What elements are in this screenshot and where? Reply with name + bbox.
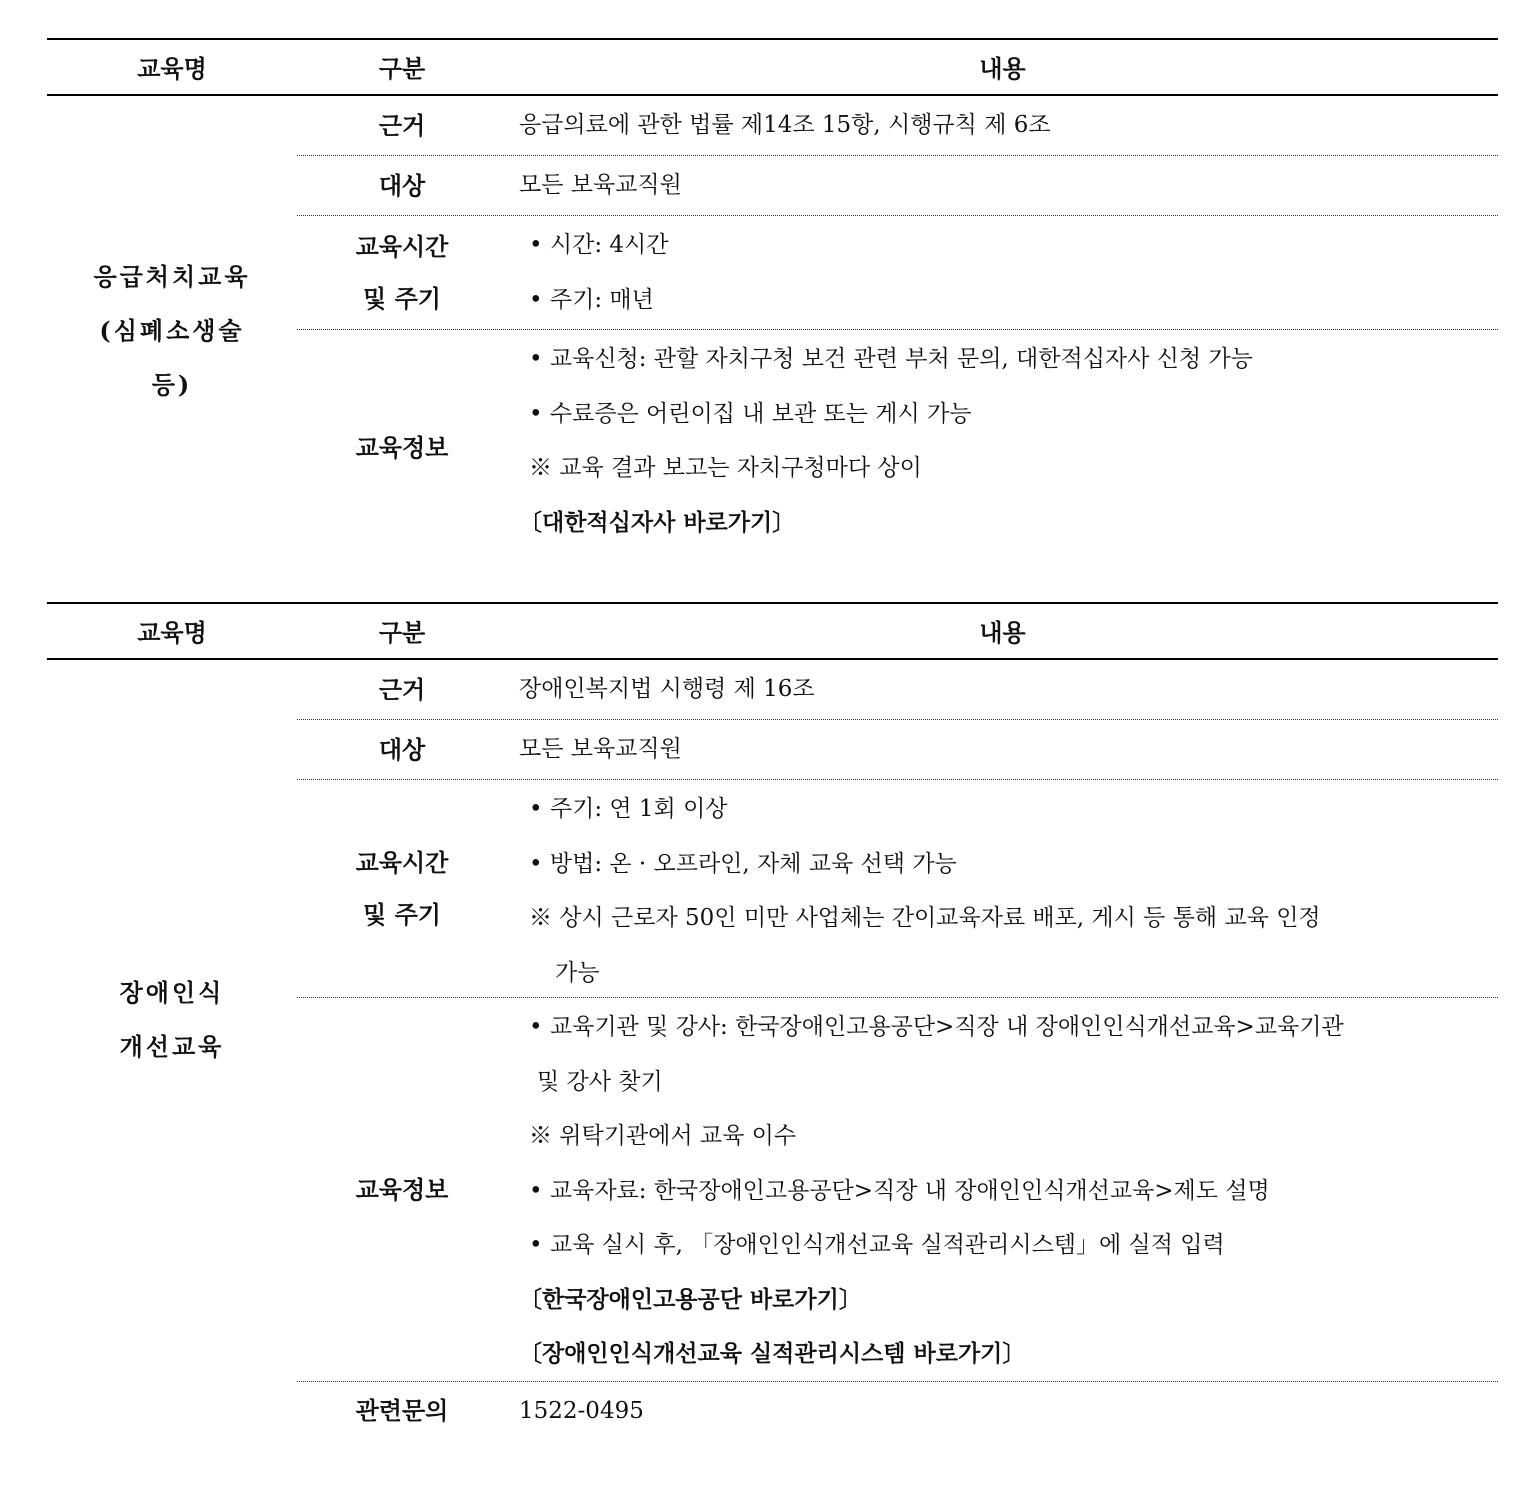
basis-value: 장애인복지법 시행령 제 16조 — [519, 676, 815, 702]
education-name-cell — [47, 96, 297, 566]
basis-label: 근거 — [378, 110, 426, 140]
time-line: • 주기: 연 1회 이상 — [529, 796, 728, 822]
header-category: 구분 — [378, 54, 426, 83]
info-line: 및 강사 찾기 — [537, 1068, 663, 1095]
header-category: 구분 — [378, 618, 426, 647]
info-row — [297, 330, 1498, 566]
target-row — [297, 720, 1498, 780]
time-line: ※ 상시 근로자 50인 미만 사업체는 간이교육자료 배포, 게시 등 통해 교육 인정 — [529, 905, 1321, 931]
time-line: • 방법: 온 · 오프라인, 자체 교육 선택 가능 — [529, 850, 957, 877]
target-label: 대상 — [378, 734, 426, 764]
header-education-name: 교육명 — [137, 54, 207, 83]
employment-agency-link[interactable]: 〔한국장애인고용공단 바로가기〕 — [519, 1285, 862, 1313]
performance-system-link[interactable]: 〔장애인인식개선교육 실적관리시스템 바로가기〕 — [519, 1340, 1026, 1367]
time-label-line: 교육시간 — [355, 231, 449, 261]
header-content: 내용 — [979, 54, 1026, 83]
time-label-line: 및 주기 — [363, 899, 441, 929]
education-name-line: 등) — [151, 370, 193, 399]
time-line: 가능 — [555, 959, 600, 986]
time-label-line: 교육시간 — [355, 847, 449, 877]
info-label: 교육정보 — [355, 1174, 449, 1204]
time-cycle-label — [297, 780, 507, 997]
red-cross-link[interactable]: 〔대한적십자사 바로가기〕 — [519, 508, 796, 536]
target-row — [297, 156, 1498, 216]
header-education-name: 교육명 — [137, 618, 207, 647]
basis-row — [297, 660, 1498, 720]
time-cycle-label — [297, 216, 507, 329]
education-name-line: 응급처치교육 — [93, 262, 251, 291]
education-name-line: (심폐소생술 — [99, 316, 245, 345]
info-row — [297, 998, 1498, 1382]
target-label: 대상 — [378, 170, 426, 200]
contact-row — [297, 1382, 1498, 1440]
info-label: 교육정보 — [355, 433, 449, 462]
time-line: • 시간: 4시간 — [529, 232, 669, 258]
time-label-line: 및 주기 — [363, 283, 441, 313]
basis-value: 응급의료에 관한 법률 제14조 15항, 시행규칙 제 6조 — [519, 112, 1051, 138]
basis-label: 근거 — [378, 674, 426, 704]
target-value: 모든 보육교직원 — [519, 736, 682, 762]
education-name-line: 장애인식 — [119, 978, 225, 1007]
table-header — [47, 38, 1498, 96]
time-cycle-row — [297, 780, 1498, 998]
time-line: • 주기: 매년 — [529, 286, 654, 313]
education-name-line: 개선교육 — [119, 1032, 225, 1061]
first-aid-education-table — [47, 38, 1498, 536]
education-name-cell — [47, 660, 297, 1380]
target-value: 모든 보육교직원 — [519, 172, 682, 198]
table-header — [47, 602, 1498, 660]
info-line: • 수료증은 어린이집 내 보관 또는 게시 가능 — [529, 400, 972, 427]
contact-phone: 1522-0495 — [519, 1398, 644, 1424]
info-line: ※ 위탁기관에서 교육 이수 — [529, 1123, 797, 1149]
info-line: • 교육자료: 한국장애인고용공단>직장 내 장애인인식개선교육>제도 설명 — [529, 1177, 1270, 1204]
info-line: • 교육신청: 관할 자치구청 보건 관련 부처 문의, 대한적십자사 신청 가능 — [529, 346, 1253, 372]
info-line: • 교육기관 및 강사: 한국장애인고용공단>직장 내 장애인인식개선교육>교육기관 — [529, 1014, 1344, 1040]
contact-label: 관련문의 — [355, 1396, 449, 1425]
info-line: ※ 교육 결과 보고는 자치구청마다 상이 — [529, 455, 922, 481]
info-line: • 교육 실시 후, 「장애인인식개선교육 실적관리시스템」에 실적 입력 — [529, 1232, 1225, 1258]
disability-awareness-education-table — [47, 602, 1498, 1425]
basis-row — [297, 96, 1498, 156]
time-cycle-row — [297, 216, 1498, 330]
header-content: 내용 — [979, 618, 1026, 647]
